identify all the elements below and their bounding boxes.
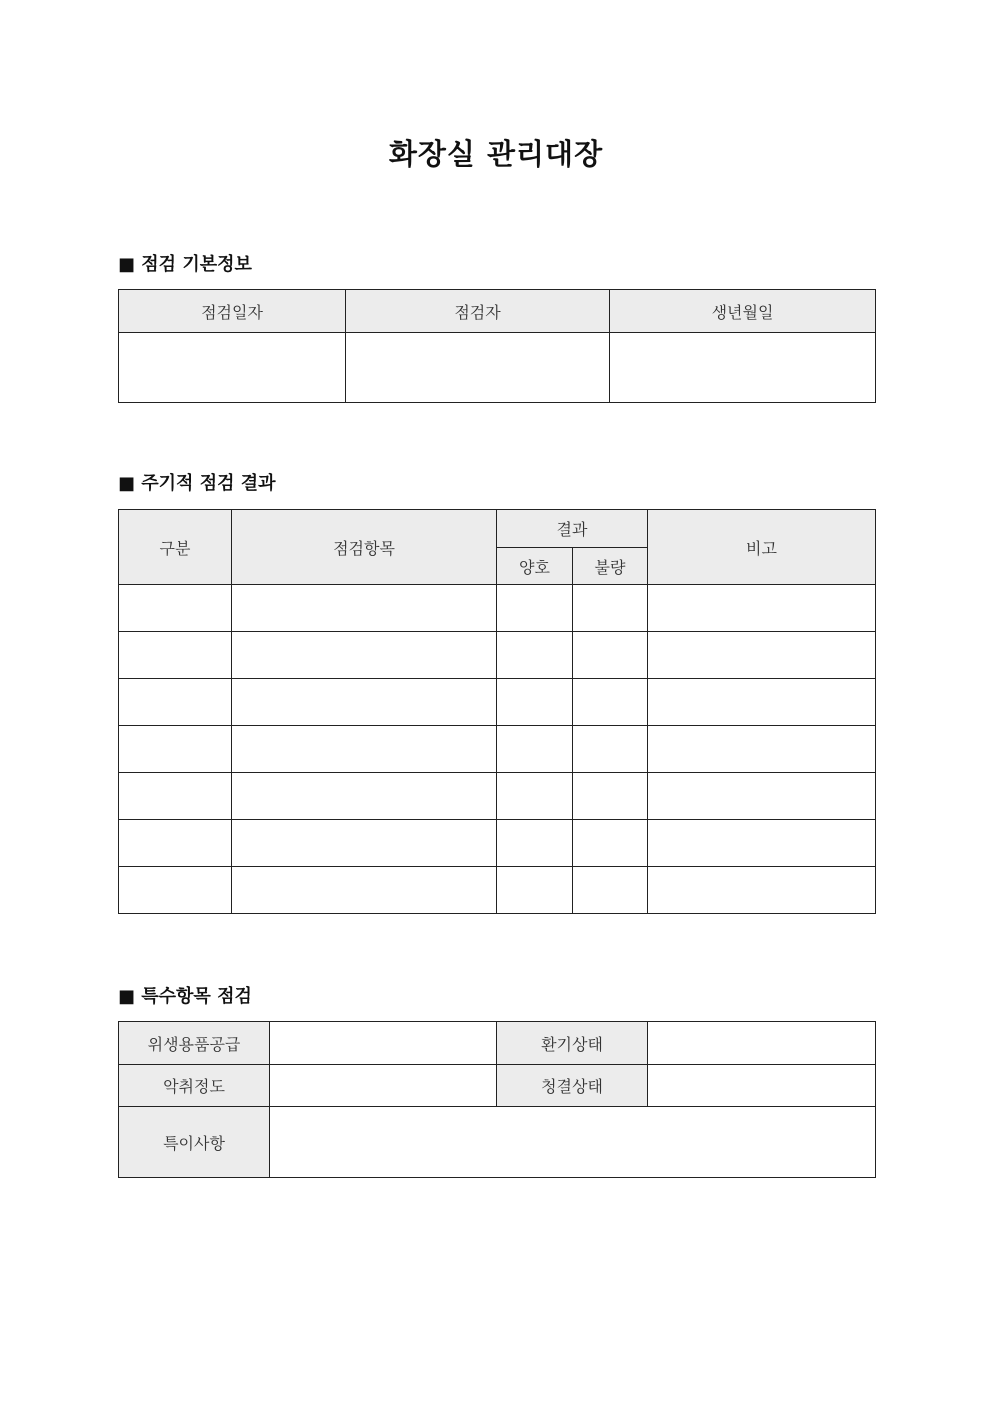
bad-cell[interactable] <box>573 820 648 867</box>
category-cell[interactable] <box>119 820 232 867</box>
notes-field[interactable] <box>270 1107 876 1178</box>
table-row <box>119 632 876 679</box>
remarks-cell[interactable] <box>648 679 876 726</box>
inspector-field[interactable] <box>346 333 610 403</box>
label-odor: 악취정도 <box>119 1065 270 1107</box>
table-row <box>119 867 876 914</box>
header-inspection-date: 점검일자 <box>119 290 346 333</box>
header-category: 구분 <box>119 510 232 585</box>
remarks-cell[interactable] <box>648 867 876 914</box>
item-cell[interactable] <box>232 679 497 726</box>
bad-cell[interactable] <box>573 585 648 632</box>
bad-cell[interactable] <box>573 679 648 726</box>
header-inspector: 점검자 <box>346 290 610 333</box>
section-title-periodic: ■ 주기적 점검 결과 <box>118 473 276 494</box>
bad-cell[interactable] <box>573 867 648 914</box>
good-cell[interactable] <box>497 773 573 820</box>
section-title-basic-info: ■ 점검 기본정보 <box>118 254 252 275</box>
birth-date-field[interactable] <box>610 333 876 403</box>
ventilation-field[interactable] <box>648 1022 876 1065</box>
bad-cell[interactable] <box>573 726 648 773</box>
basic-info-table <box>118 289 876 403</box>
item-cell[interactable] <box>232 726 497 773</box>
category-cell[interactable] <box>119 867 232 914</box>
remarks-cell[interactable] <box>648 632 876 679</box>
inspection-date-field[interactable] <box>119 333 346 403</box>
good-cell[interactable] <box>497 679 573 726</box>
label-cleanliness: 청결상태 <box>497 1065 648 1107</box>
label-supply: 위생용품공급 <box>119 1022 270 1065</box>
table-row <box>119 585 876 632</box>
item-cell[interactable] <box>232 820 497 867</box>
category-cell[interactable] <box>119 726 232 773</box>
cleanliness-field[interactable] <box>648 1065 876 1107</box>
item-cell[interactable] <box>232 773 497 820</box>
category-cell[interactable] <box>119 585 232 632</box>
good-cell[interactable] <box>497 632 573 679</box>
odor-field[interactable] <box>270 1065 497 1107</box>
page-title: 화장실 관리대장 <box>388 137 604 171</box>
special-inspection-table <box>118 1021 876 1178</box>
label-ventilation: 환기상태 <box>497 1022 648 1065</box>
header-birth-date: 생년월일 <box>610 290 876 333</box>
table-row <box>119 679 876 726</box>
good-cell[interactable] <box>497 867 573 914</box>
header-inspection-item: 점검항목 <box>232 510 497 585</box>
bad-cell[interactable] <box>573 632 648 679</box>
header-result-good: 양호 <box>497 548 573 585</box>
bad-cell[interactable] <box>573 773 648 820</box>
label-notes: 특이사항 <box>119 1107 270 1178</box>
item-cell[interactable] <box>232 585 497 632</box>
table-row <box>119 773 876 820</box>
header-remarks: 비고 <box>648 510 876 585</box>
item-cell[interactable] <box>232 632 497 679</box>
header-result-bad: 불량 <box>573 548 648 585</box>
supply-field[interactable] <box>270 1022 497 1065</box>
section-title-special: ■ 특수항목 점검 <box>118 986 252 1007</box>
category-cell[interactable] <box>119 773 232 820</box>
remarks-cell[interactable] <box>648 726 876 773</box>
item-cell[interactable] <box>232 867 497 914</box>
periodic-inspection-table <box>118 509 876 914</box>
remarks-cell[interactable] <box>648 820 876 867</box>
remarks-cell[interactable] <box>648 585 876 632</box>
good-cell[interactable] <box>497 585 573 632</box>
table-row <box>119 820 876 867</box>
remarks-cell[interactable] <box>648 773 876 820</box>
good-cell[interactable] <box>497 726 573 773</box>
category-cell[interactable] <box>119 632 232 679</box>
header-result: 결과 <box>497 510 648 548</box>
table-row <box>119 726 876 773</box>
category-cell[interactable] <box>119 679 232 726</box>
good-cell[interactable] <box>497 820 573 867</box>
